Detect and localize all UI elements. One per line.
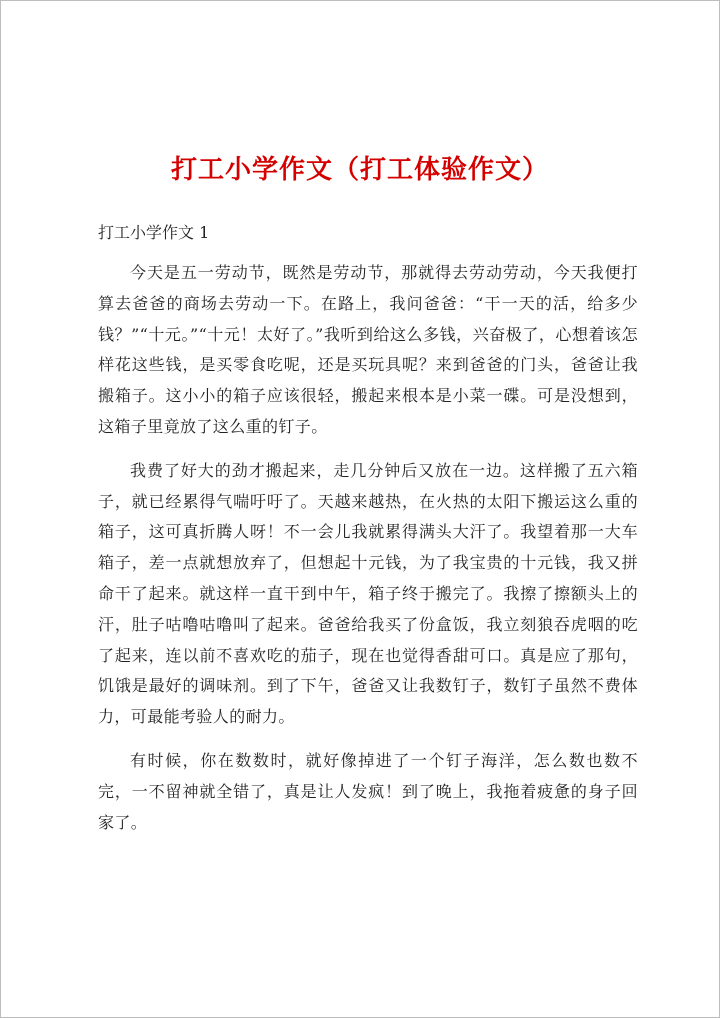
document-title: 打工小学作文（打工体验作文） — [170, 155, 549, 185]
paragraph-2: 我费了好大的劲才搬起来，走几分钟后又放在一边。这样搬了五六箱子，就已经累得气喘吁吁了。天越来越热，在火热的太阳下搬运这么重的箱子，这可真折腾人呀！不一会儿我就累得满头大汗了。我望着那一大车箱子，差一点就想放弃了，但想起十元钱，为了我宝贵的十元钱，我又拼命干了起来。就这样一直干到中午，箱子终于搬完了。我擦了擦额头上的汗，肚子咕噜咕噜叫了起来。爸爸给我买了份盒饭，我立刻狼吞虎咽的吃了起来，连以前不喜欢吃的茄子，现在也觉得香甜可口。真是应了那句，饥饿是最好的调味剂。到了下午，爸爸又让我数钉子，数钉子虽然不费体力，可最能考验人的耐力。 — [98, 460, 638, 727]
paragraph-3: 有时候，你在数数时，就好像掉进了一个钉子海洋，怎么数也数不完，一不留神就全错了，真是让人发疯！到了晚上，我拖着疲惫的身子回家了。 — [98, 750, 638, 832]
section-heading: 打工小学作文 1 — [98, 223, 210, 242]
essay-body — [98, 258, 638, 851]
paragraph-1: 今天是五一劳动节，既然是劳动节，那就得去劳动劳动，今天我便打算去爸爸的商场去劳动一下。在路上，我问爸爸：“干一天的活，给多少钱？”“十元。”“十元！太好了。”我听到给这么多钱，兴奋极了，心想着该怎样花这些钱，是买零食吃呢，还是买玩具呢？来到爸爸的门头，爸爸让我搬箱子。这小小的箱子应该很轻，搬起来根本是小菜一碟。可是没想到，这箱子里竟放了这么重的钉子。 — [98, 263, 638, 436]
